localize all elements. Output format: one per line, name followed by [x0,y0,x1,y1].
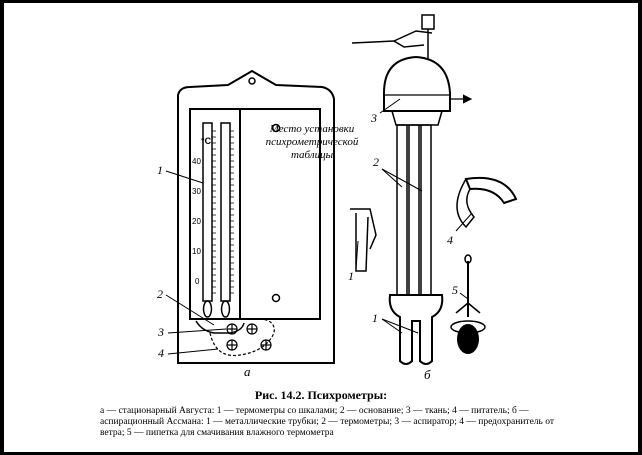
callout-4: 4 [158,346,164,360]
scale-tick: 20 [192,217,201,226]
figure-caption: Рис. 14.2. Психрометры: [254,388,388,402]
pipette-bulb [457,324,479,354]
callout-3: 3 [158,325,164,339]
callout-5: 5 [452,283,458,297]
scale-tick: 40 [192,157,201,166]
callout-2: 2 [157,287,163,301]
callout-1: 1 [348,269,354,283]
callout-2: 2 [373,155,379,169]
callout-1: 1 [157,163,163,177]
figure-description: а — стационарный Августа: 1 — термометры со шкалами; 2 — основание; 3 — ткань; 4 — питатель; б — аспирационный Ассмана: 1 — металлические трубки; 2 — термометры; 3 — аспиратор; 4 — предохранитель от ветра; 5 — пипетка для смачивания влажного термометра [100,406,555,438]
table-placement-note: Место установки психрометрической таблицы [265,123,359,161]
scale-tick: 10 [192,247,201,256]
wet-thermometer [221,123,230,301]
scale-tick: 30 [192,187,201,196]
callout-4: 4 [447,233,453,247]
scale-tick: 0 [195,277,200,286]
panel-letter-b: б [424,367,431,382]
callout-1: 1 [372,311,378,325]
dry-thermometer [203,123,212,301]
figure-sheet [4,3,638,452]
panel-letter-a: а [244,364,251,379]
unit-label: °C [201,136,212,146]
callout-3: 3 [371,111,377,125]
wind-guard [466,178,516,203]
psychrometer-illustration [4,3,638,452]
